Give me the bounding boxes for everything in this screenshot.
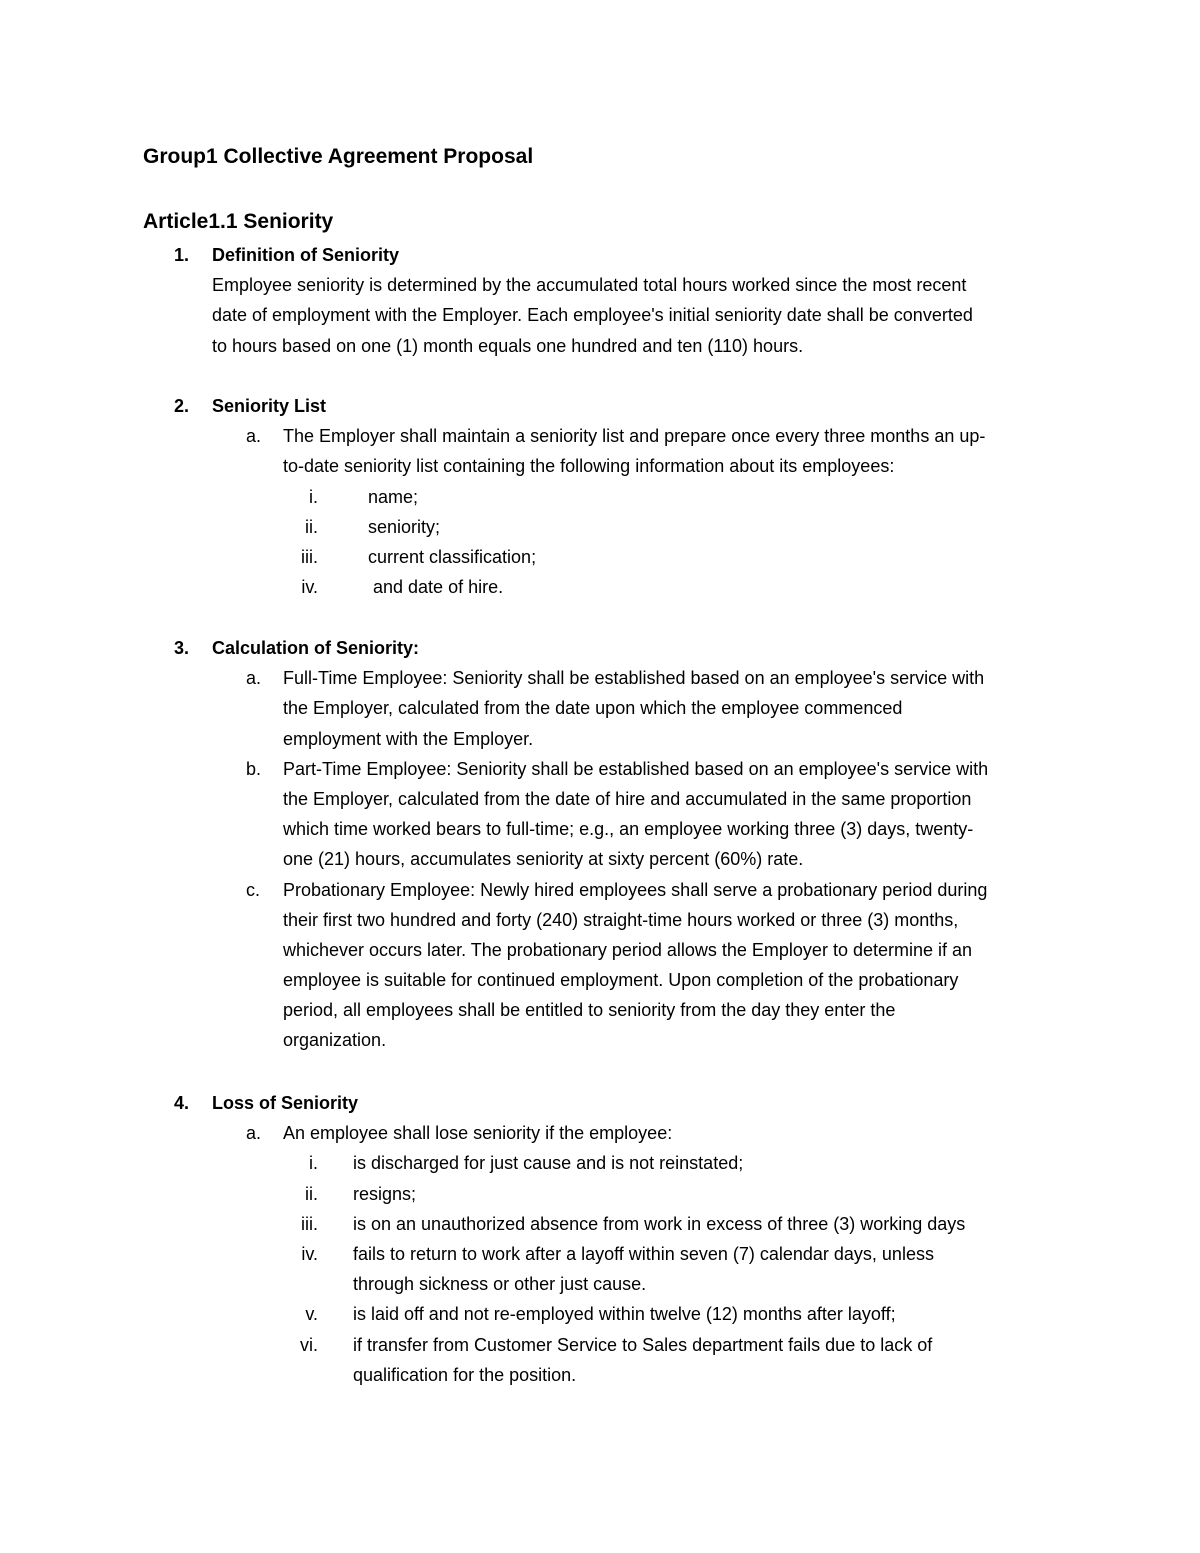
list-item-line: the Employer, calculated from the date of hire and accumulated in the same proportion bbox=[283, 788, 972, 809]
sublist-marker: iii. bbox=[301, 546, 318, 567]
section-seniority-list bbox=[0, 391, 1200, 602]
sublist-marker: vi. bbox=[300, 1334, 318, 1355]
section-number: 3. bbox=[174, 638, 190, 658]
section-number: 1. bbox=[174, 245, 190, 265]
document-title: Group1 Collective Agreement Proposal bbox=[143, 145, 534, 168]
sublist-marker: ii. bbox=[305, 516, 318, 537]
sublist-item: fails to return to work after a layoff within seven (7) calendar days, unless bbox=[353, 1243, 934, 1264]
sublist-item: resigns; bbox=[353, 1183, 417, 1204]
sublist-marker: v. bbox=[305, 1304, 318, 1325]
list-marker: a. bbox=[246, 1123, 262, 1144]
section-number: 2. bbox=[174, 396, 190, 416]
list-item-line: An employee shall lose seniority if the employee: bbox=[283, 1123, 673, 1144]
sublist-marker: ii. bbox=[305, 1183, 318, 1204]
section-number: 4. bbox=[174, 1093, 190, 1113]
section-heading: Seniority List bbox=[212, 396, 327, 416]
article-title: Article1.1 Seniority bbox=[143, 210, 334, 233]
sublist-item: current classification; bbox=[368, 546, 537, 567]
section-heading: Definition of Seniority bbox=[212, 245, 399, 265]
sublist-marker: iii. bbox=[301, 1213, 318, 1234]
paragraph-line: to hours based on one (1) month equals one hundred and ten (110) hours. bbox=[212, 335, 804, 356]
list-item-line: which time worked bears to full-time; e.g., an employee working three (3) days, twenty- bbox=[283, 819, 974, 840]
list-item-line: one (21) hours, accumulates seniority at sixty percent (60%) rate. bbox=[283, 849, 804, 870]
section-calculation-of-seniority bbox=[0, 633, 1200, 1056]
sublist-marker: iv. bbox=[301, 577, 318, 598]
section-heading: Loss of Seniority bbox=[212, 1093, 359, 1113]
sublist-marker: i. bbox=[309, 1153, 318, 1174]
sublist-marker: i. bbox=[309, 486, 318, 507]
sublist-item: is discharged for just cause and is not reinstated; bbox=[353, 1153, 744, 1174]
sublist-item: if transfer from Customer Service to Sales department fails due to lack of bbox=[353, 1334, 933, 1355]
section-loss-of-seniority bbox=[0, 1088, 1200, 1390]
sublist-item: is on an unauthorized absence from work in excess of three (3) working days bbox=[353, 1213, 966, 1234]
list-item-line: Part-Time Employee: Seniority shall be established based on an employee's service with bbox=[283, 758, 989, 779]
list-item-line: organization. bbox=[283, 1030, 387, 1051]
list-item-line: to-date seniority list containing the following information about its employees: bbox=[283, 456, 895, 477]
sublist-item: is laid off and not re-employed within twelve (12) months after layoff; bbox=[353, 1304, 896, 1325]
section-heading: Calculation of Seniority: bbox=[212, 638, 420, 658]
list-item-line: whichever occurs later. The probationary period allows the Employer to determine if an bbox=[283, 939, 973, 960]
section-definition-of-seniority bbox=[0, 240, 1200, 361]
list-item-line: Full-Time Employee: Seniority shall be established based on an employee's service with bbox=[283, 668, 985, 689]
list-marker: a. bbox=[246, 426, 262, 447]
sublist-item: seniority; bbox=[368, 516, 441, 537]
list-marker: a. bbox=[246, 668, 262, 689]
list-item-line: The Employer shall maintain a seniority list and prepare once every three months an up- bbox=[283, 426, 986, 447]
sublist-item-continuation: qualification for the position. bbox=[353, 1364, 577, 1385]
list-item-line: employment with the Employer. bbox=[283, 728, 534, 749]
sublist-marker: iv. bbox=[301, 1243, 318, 1264]
list-item-line: Probationary Employee: Newly hired employees shall serve a probationary period during bbox=[283, 879, 988, 900]
sublist-item: name; bbox=[368, 486, 419, 507]
list-marker: b. bbox=[246, 758, 262, 779]
list-item-line: the Employer, calculated from the date upon which the employee commenced bbox=[283, 698, 903, 719]
sublist-item-continuation: through sickness or other just cause. bbox=[353, 1274, 647, 1295]
paragraph-line: date of employment with the Employer. Each employee's initial seniority date shall be converted bbox=[212, 305, 973, 326]
sublist-item: and date of hire. bbox=[368, 577, 504, 598]
list-item-line: employee is suitable for continued employment. Upon completion of the probationary bbox=[283, 970, 959, 991]
paragraph-line: Employee seniority is determined by the accumulated total hours worked since the most recent bbox=[212, 275, 967, 296]
list-marker: c. bbox=[246, 879, 261, 900]
list-item-line: their first two hundred and forty (240) straight-time hours worked or three (3) months, bbox=[283, 909, 959, 930]
list-item-line: period, all employees shall be entitled to seniority from the day they enter the bbox=[283, 1000, 896, 1021]
